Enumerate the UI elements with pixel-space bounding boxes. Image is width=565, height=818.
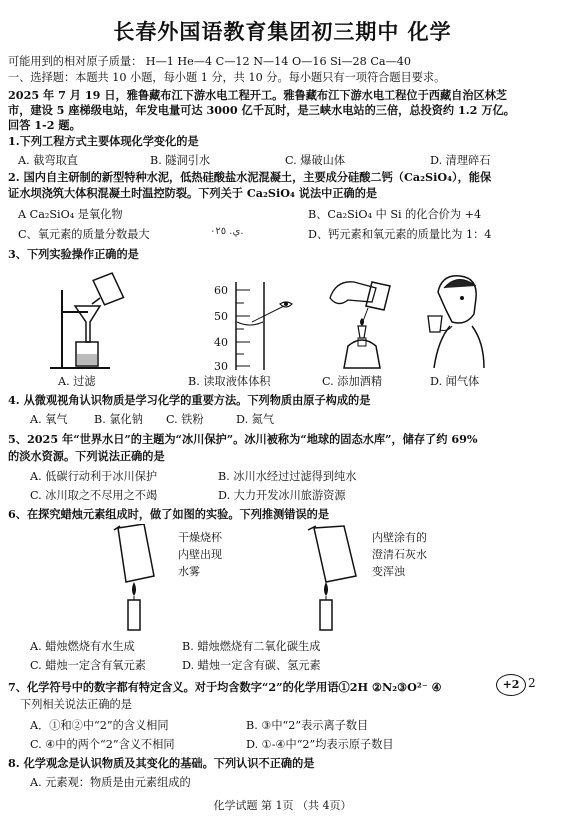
q7-option-c: C. ④中的两个“2”含义不相同 [30, 738, 175, 751]
filtration-figure [40, 272, 150, 370]
question-2-stem: 证水坝浇筑大体积混凝土时温控防裂。下列关于 Ca₂SiO₄ 说法中正确的是 [8, 186, 378, 200]
note-dry-beaker-1: 干燥烧杯 [178, 531, 222, 544]
calcium-ion-structure-circle: +2 [496, 674, 526, 696]
q5-option-c: C. 冰川取之不尽用之不竭 [30, 489, 158, 502]
q3-caption-a: A. 过滤 [58, 375, 96, 388]
tick-label-30: 30 [214, 360, 228, 373]
note-dry-beaker-3: 水雾 [178, 565, 200, 578]
q6-option-a: A. 蜡烛燃烧有水生成 [30, 640, 135, 653]
question-1-stem: 1.下列工程方式主要体现化学变化的是 [8, 134, 199, 148]
q4-option-a: A. 氧气 [30, 413, 68, 426]
q4-option-d: D. 氮气 [236, 413, 275, 426]
q6-option-b: B. 蜡烛燃烧有二氧化碳生成 [182, 640, 321, 653]
q5-option-b: B. 冰川水经过过滤得到纯水 [218, 470, 357, 483]
question-4-stem: 4. 从微观视角认识物质是学习化学的重要方法。下列物质由原子构成的是 [8, 393, 371, 407]
tick-label-40: 40 [214, 336, 228, 349]
note-limewater-3: 变浑浊 [372, 565, 405, 578]
alcohol-lamp-figure [318, 268, 408, 370]
question-2-stem: 2. 国内自主研制的新型特种水泥，低热硅酸盐水泥混凝土，主要成分硅酸二钙（Ca₂SiO₄），能保 [8, 170, 492, 184]
question-6-stem: 6、在探究蜡烛元素组成时，做了如图的实验。下列推测错误的是 [8, 507, 330, 521]
passage-line: 回答 1-2 题。 [8, 118, 81, 132]
q4-option-c: C. 铁粉 [166, 413, 204, 426]
q3-caption-b: B. 读取液体体积 [188, 375, 271, 388]
q1-option-c: C. 爆破山体 [285, 154, 346, 167]
q2-option-c: C、氧元素的质量分数最大 [18, 228, 150, 241]
q5-option-a: A. 低碳行动利于冰川保护 [30, 470, 158, 483]
q3-caption-c: C. 添加酒精 [322, 375, 383, 388]
tick-label-50: 50 [214, 310, 228, 323]
q2-option-d: D、钙元素和氧元素的质量比为 1：4 [308, 228, 492, 241]
q2-option-b: B、Ca₂SiO₄ 中 Si 的化合价为 +4 [308, 208, 482, 221]
q4-option-b: B. 氯化钠 [94, 413, 143, 426]
section-heading: 一、选择题：本题共 10 小题，每小题 1 分，共 10 分。每小题只有一项符合题目要求。 [8, 71, 446, 84]
note-limewater-1: 内壁涂有的 [372, 531, 427, 544]
limewater-beaker-candle-figure [300, 524, 370, 634]
q1-option-b: B. 隧洞引水 [150, 154, 211, 167]
q1-option-d: D. 清理碎石 [430, 154, 491, 167]
q5-option-d: D. 大力开发冰川旅游资源 [218, 489, 346, 502]
page-footer: 化学试题 第 1页 （共 4页） [213, 799, 352, 812]
q3-caption-d: D. 闻气体 [430, 375, 480, 388]
q7-option-a: A．①和②中“2”的含义相同 [30, 719, 169, 732]
passage-line: 市，建设 5 座梯级电站，年发电量可达 3000 亿千瓦时，是三峡水电站的三倍，总投资约 1.2 万亿。 [8, 103, 515, 117]
q7-option-d: D. ①-④中“2”均表示原子数目 [246, 738, 394, 751]
smelling-gas-figure [418, 270, 498, 370]
q1-option-a: A. 截弯取直 [18, 154, 78, 167]
electron-shell-number: 2 [528, 676, 536, 690]
passage-line: 2025 年 7 月 19 日，雅鲁藏布江下游水电工程开工。雅鲁藏布江下游水电工程位于西藏自治区林芝 [8, 88, 508, 102]
q8-option-a: A. 元素观：物质是由元素组成的 [30, 776, 191, 789]
question-7-stem: 7、化学符号中的数字都有特定含义。对于均含数字“2”的化学用语①2H ②N₂③O²⁻ ④ [8, 680, 442, 694]
note-dry-beaker-2: 内壁出现 [178, 548, 222, 561]
question-5-stem: 的淡水资源。下列说法正确的是 [8, 449, 165, 463]
page-title: 长春外国语教育集团初三期中 化学 [113, 20, 452, 44]
atomic-masses: 可能用到的相对原子质量： H—1 He—4 C—12 N—14 O—16 Si—28 Ca—40 [8, 55, 411, 68]
dry-beaker-candle-figure [108, 524, 168, 634]
question-5-stem: 5、2025 年“世界水日”的主题为“冰川保护”。冰川被称为“地球的固态水库”，储存了约 69% [8, 432, 478, 446]
note-limewater-2: 澄清石灰水 [372, 548, 427, 561]
handwritten-scribble: ي. ٠٢٥. [210, 226, 244, 237]
q2-option-a: A Ca₂SiO₄ 是氧化物 [18, 208, 123, 221]
question-7-stem2: 下列相关说法正确的是 [20, 698, 132, 711]
question-8-stem: 8. 化学观念是认识物质及其变化的基础。下列认识不正确的是 [8, 756, 315, 770]
q7-option-b: B. ③中“2”表示离子数目 [246, 719, 369, 732]
q6-option-d: D. 蜡烛一定含有碳、氢元素 [182, 659, 321, 672]
q6-option-c: C. 蜡烛一定含有氧元素 [30, 659, 146, 672]
tick-label-60: 60 [214, 284, 228, 297]
question-3-stem: 3、下列实验操作正确的是 [8, 247, 139, 261]
